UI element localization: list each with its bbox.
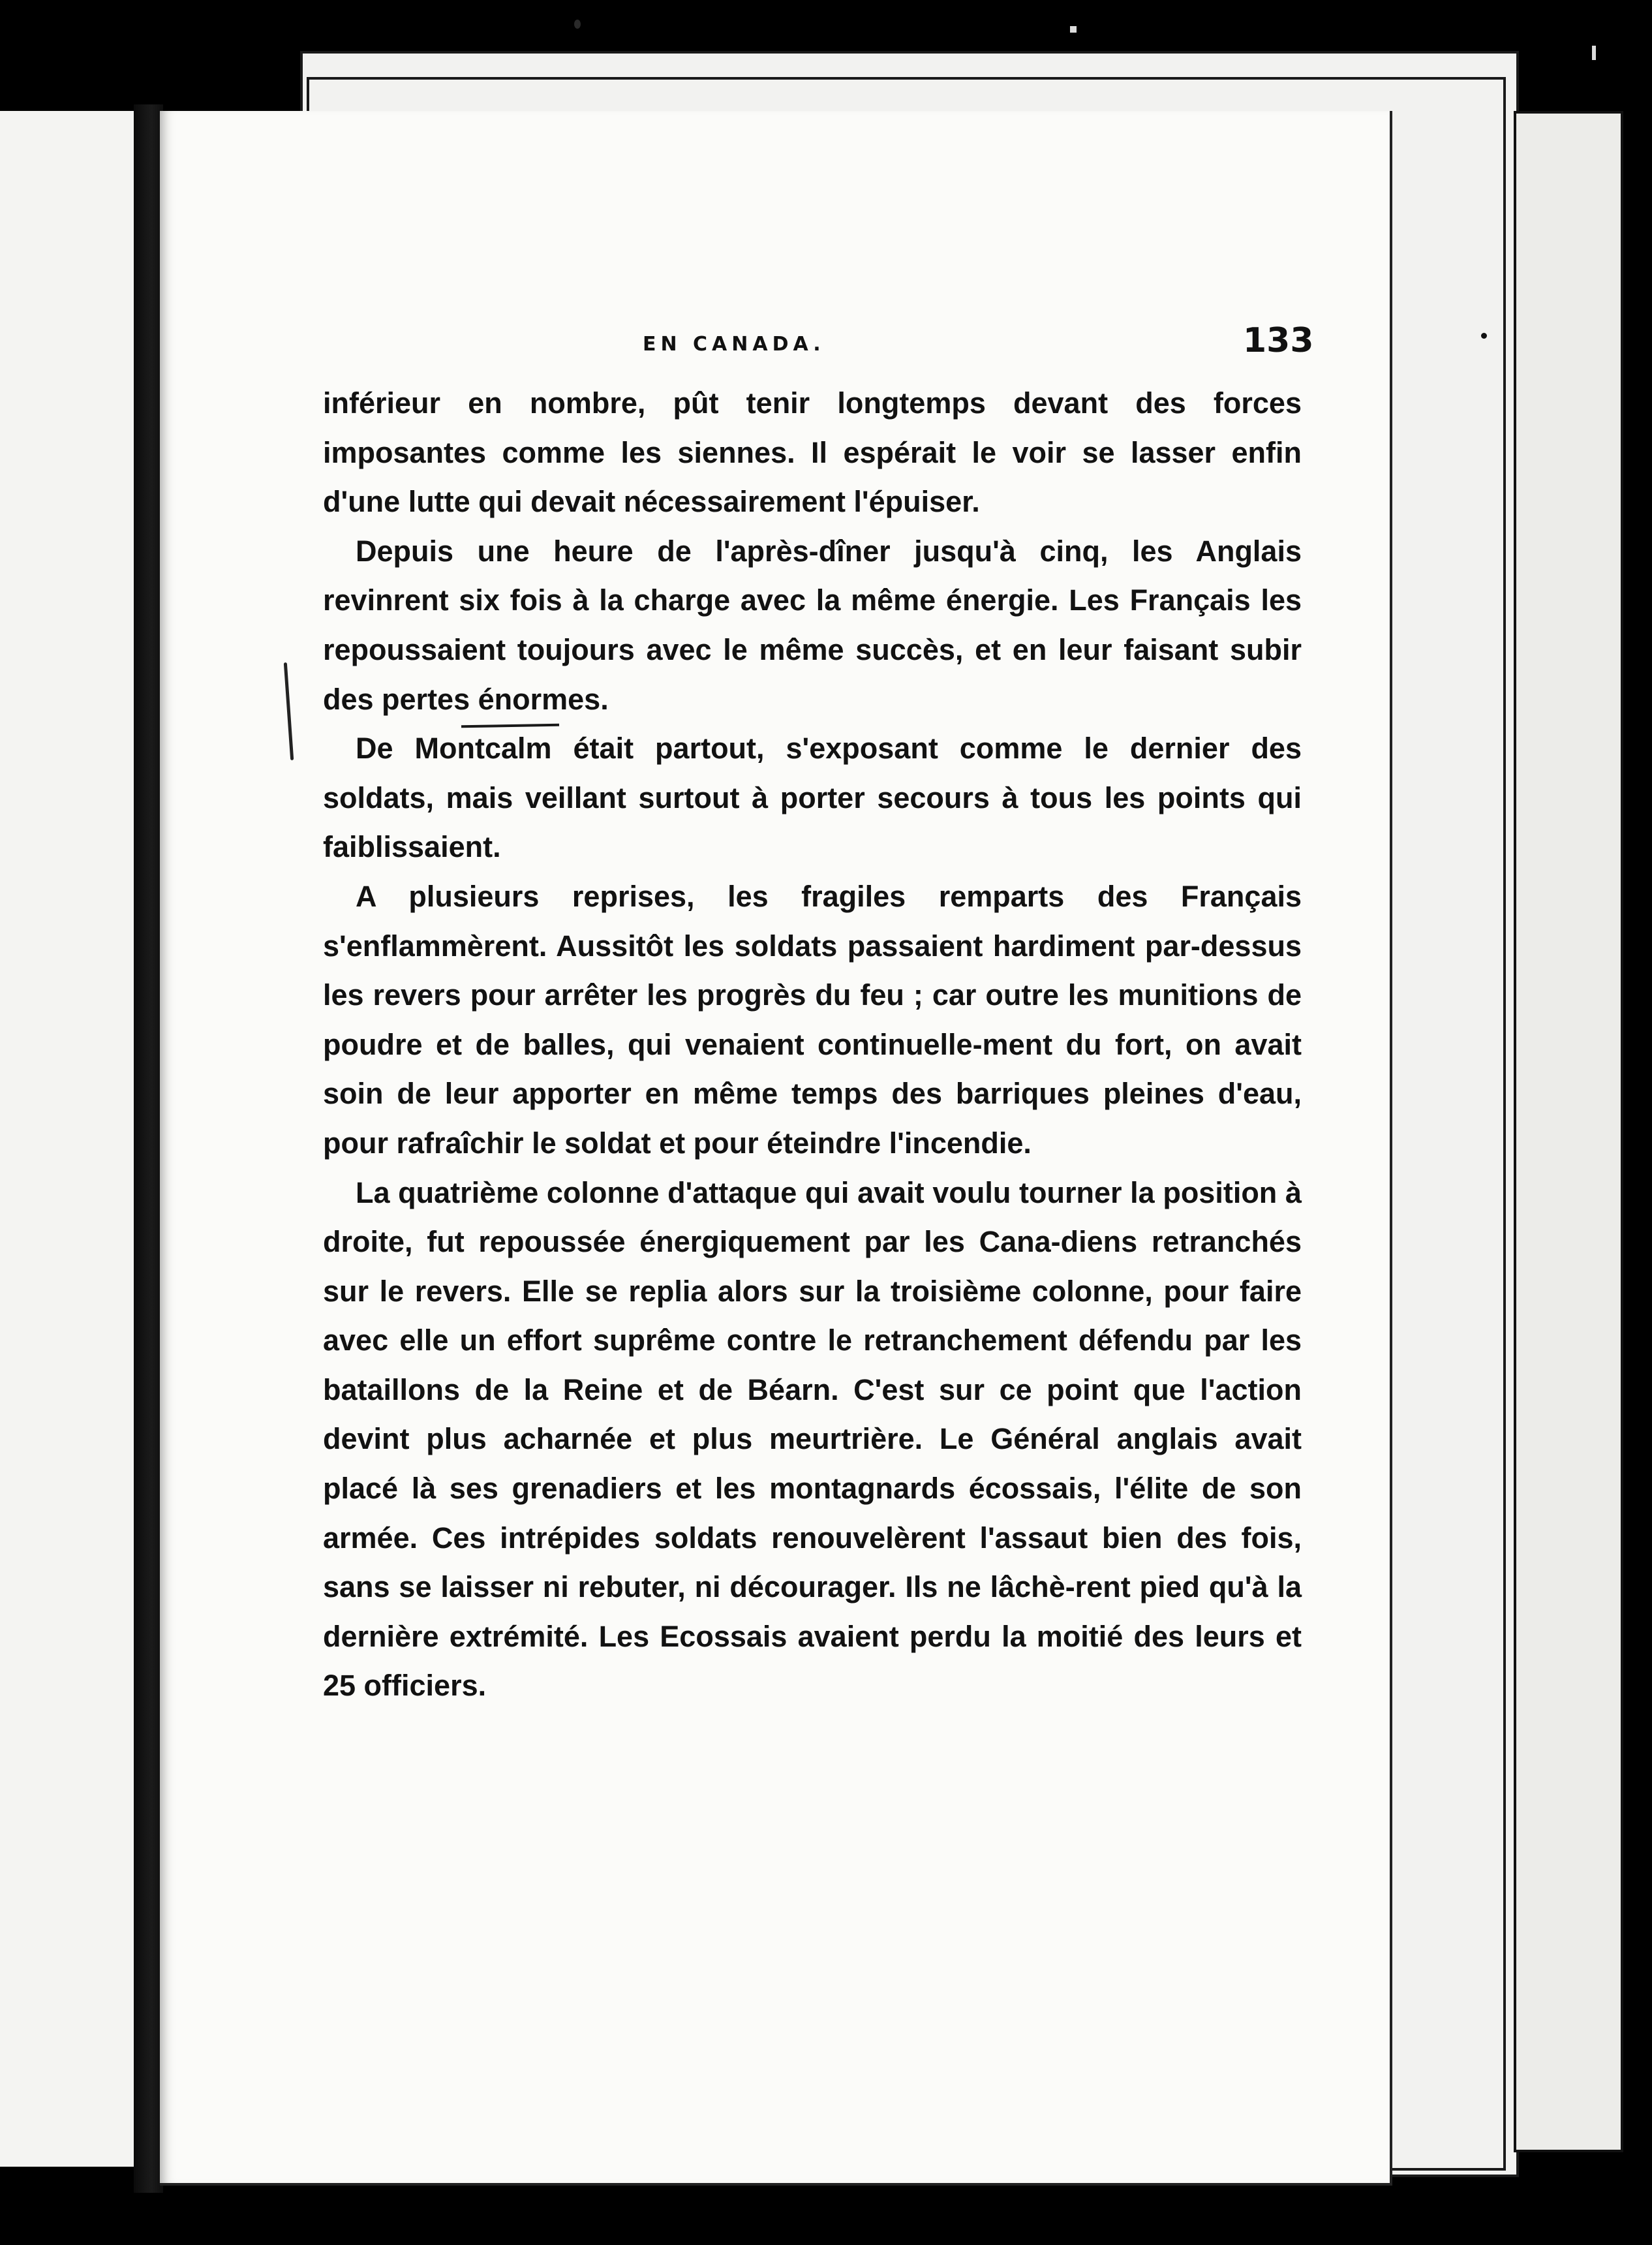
page-number: 133	[1243, 321, 1314, 360]
paragraph: De Montcalm était partout, s'exposant comme le dernier des soldats, mais veillant surtout à porter secours à tous les points qui faiblissaient.	[323, 732, 1302, 864]
paragraph: inférieur en nombre, pût tenir longtemps devant des forces imposantes comme les siennes. Il espérait le voir se lasser enfin d'une lutte qui devait nécessairement l'épuiser.	[323, 386, 1302, 519]
facing-page-edge	[0, 111, 138, 2167]
running-head: EN CANADA.	[643, 333, 825, 356]
margin-pencil-mark	[284, 662, 294, 760]
scan-speck	[1070, 26, 1077, 33]
page-stack-edge	[1514, 111, 1623, 2152]
book-page	[160, 111, 1392, 2186]
paragraph: Depuis une heure de l'après-dîner jusqu'à cinq, les Anglais revinrent six fois à la charge avec la même énergie. Les Français les repoussaient toujours avec le même succès, et en leur faisant subir des pertes énormes.	[323, 534, 1302, 716]
scan-speck	[1481, 333, 1487, 339]
body-text	[323, 379, 1302, 1711]
scan-speck	[1592, 46, 1596, 60]
paragraph: La quatrième colonne d'attaque qui avait voulu tourner la position à droite, fut repoussée énergiquement par les Cana-diens retranchés sur le revers. Elle se replia alors sur la troisième colonne, pour faire avec elle un effort suprême contre le retranchement défendu par les bataillons de la Reine et de Béarn. C'est sur ce point que l'action devint plus acharnée et plus meurtrière. Le Général anglais avait placé là ses grenadiers et les montagnards écossais, l'élite de son armée. Ces intrépides soldats renouvelèrent l'assaut bien des fois, sans se laisser ni rebuter, ni décourager. Ils ne lâchè-rent pied qu'à la dernière extrémité. Les Ecossais avaient perdu la moitié des leurs et 25 officiers.	[323, 1175, 1302, 1703]
book-gutter	[134, 104, 163, 2193]
scan-speck	[574, 20, 581, 29]
paragraph: A plusieurs reprises, les fragiles remparts des Français s'enflammèrent. Aussitôt les soldats passaient hardiment par-dessus les revers pour arrêter les progrès du feu ; car outre les munitions de poudre et de balles, qui venaient continuelle-ment du fort, on avait soin de leur apporter en même temps des barriques pleines d'eau, pour rafraîchir le soldat et pour éteindre l'incendie.	[323, 879, 1302, 1160]
